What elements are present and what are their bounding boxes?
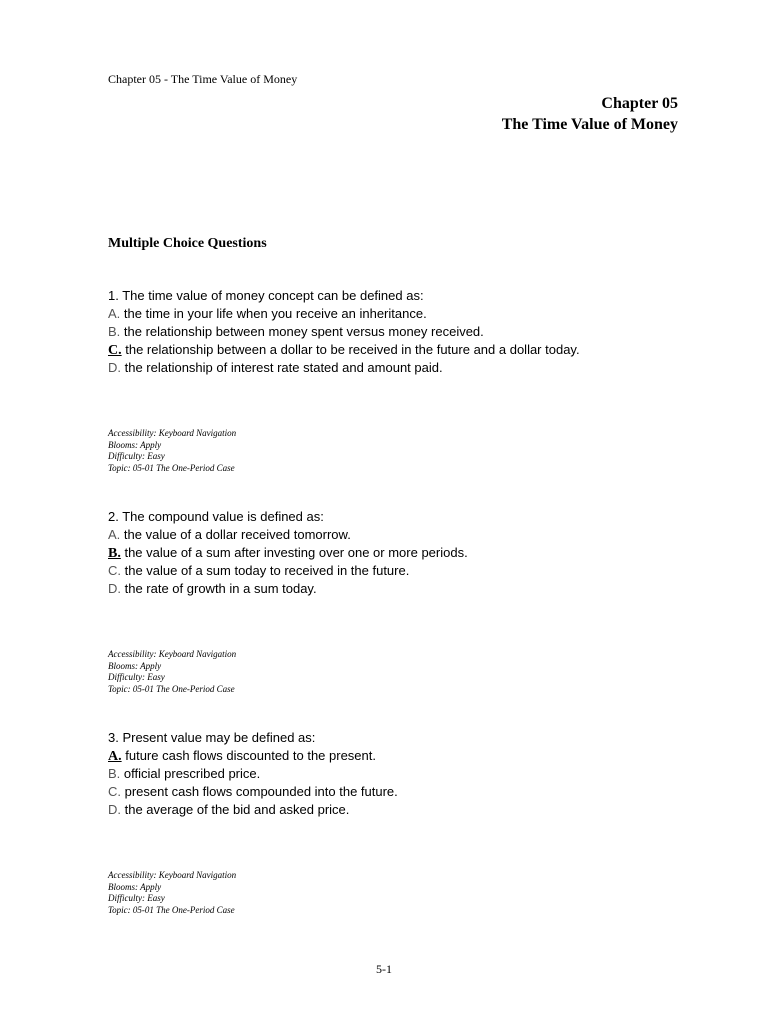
question-1 (108, 287, 580, 377)
option-letter: C. (108, 563, 121, 578)
chapter-number: Chapter 05 (601, 95, 678, 112)
option-text: the average of the bid and asked price. (121, 802, 350, 817)
option-text: the relationship between a dollar to be received in the future and a dollar today. (121, 342, 580, 357)
option-text: official prescribed price. (120, 766, 261, 781)
option-text: the relationship of interest rate stated and amount paid. (121, 360, 443, 375)
option-b (108, 323, 580, 341)
topic-tag: Topic: 05-01 The One-Period Case (108, 683, 235, 694)
question-2-metadata (108, 649, 236, 695)
blooms-tag: Blooms: Apply (108, 660, 162, 671)
correct-answer-letter: B. (108, 546, 121, 561)
accessibility-tag: Accessibility: Keyboard Navigation (108, 428, 237, 438)
question-3-metadata (108, 870, 236, 916)
question-stem: 1. The time value of money concept can be defined as: (108, 288, 424, 303)
option-text: the value of a sum today to received in the future. (121, 563, 410, 578)
option-letter: C. (108, 784, 121, 799)
option-text: the time in your life when you receive an inheritance. (120, 306, 427, 321)
option-text: the value of a dollar received tomorrow. (120, 527, 351, 542)
option-letter: A. (108, 306, 121, 321)
section-title: Multiple Choice Questions (108, 236, 267, 251)
option-text: the rate of growth in a sum today. (121, 581, 317, 596)
question-1-metadata (108, 428, 236, 474)
option-d (108, 359, 580, 377)
option-d (108, 580, 468, 598)
option-letter: D. (108, 802, 121, 817)
option-text: future cash flows discounted to the present. (121, 748, 376, 763)
option-c (108, 562, 468, 580)
option-c (108, 783, 398, 801)
accessibility-tag: Accessibility: Keyboard Navigation (108, 649, 237, 659)
difficulty-tag: Difficulty: Easy (108, 672, 165, 682)
option-a (108, 526, 468, 544)
option-a (108, 305, 580, 323)
question-stem: 2. The compound value is defined as: (108, 509, 324, 524)
topic-tag: Topic: 05-01 The One-Period Case (108, 904, 235, 915)
option-b-correct (108, 544, 468, 562)
topic-tag: Topic: 05-01 The One-Period Case (108, 462, 235, 473)
option-a-correct (108, 747, 398, 765)
option-letter: B. (108, 766, 121, 781)
running-header: Chapter 05 - The Time Value of Money (108, 72, 298, 86)
option-b (108, 765, 398, 783)
difficulty-tag: Difficulty: Easy (108, 893, 165, 903)
option-text: the relationship between money spent versus money received. (120, 324, 484, 339)
difficulty-tag: Difficulty: Easy (108, 451, 165, 461)
page-number: 5-1 (376, 962, 392, 976)
question-stem: 3. Present value may be defined as: (108, 730, 316, 745)
option-letter: D. (108, 360, 121, 375)
blooms-tag: Blooms: Apply (108, 881, 162, 892)
accessibility-tag: Accessibility: Keyboard Navigation (108, 870, 237, 880)
option-c-correct (108, 341, 580, 359)
chapter-title: The Time Value of Money (501, 116, 678, 133)
option-d (108, 801, 398, 819)
option-letter: D. (108, 581, 121, 596)
option-text: present cash flows compounded into the future. (121, 784, 398, 799)
correct-answer-letter: A. (108, 749, 122, 764)
option-letter: A. (108, 527, 121, 542)
blooms-tag: Blooms: Apply (108, 439, 162, 450)
option-text: the value of a sum after investing over one or more periods. (120, 545, 468, 560)
question-2 (108, 508, 468, 598)
question-3 (108, 729, 398, 819)
option-letter: B. (108, 324, 121, 339)
correct-answer-letter: C. (108, 343, 122, 358)
